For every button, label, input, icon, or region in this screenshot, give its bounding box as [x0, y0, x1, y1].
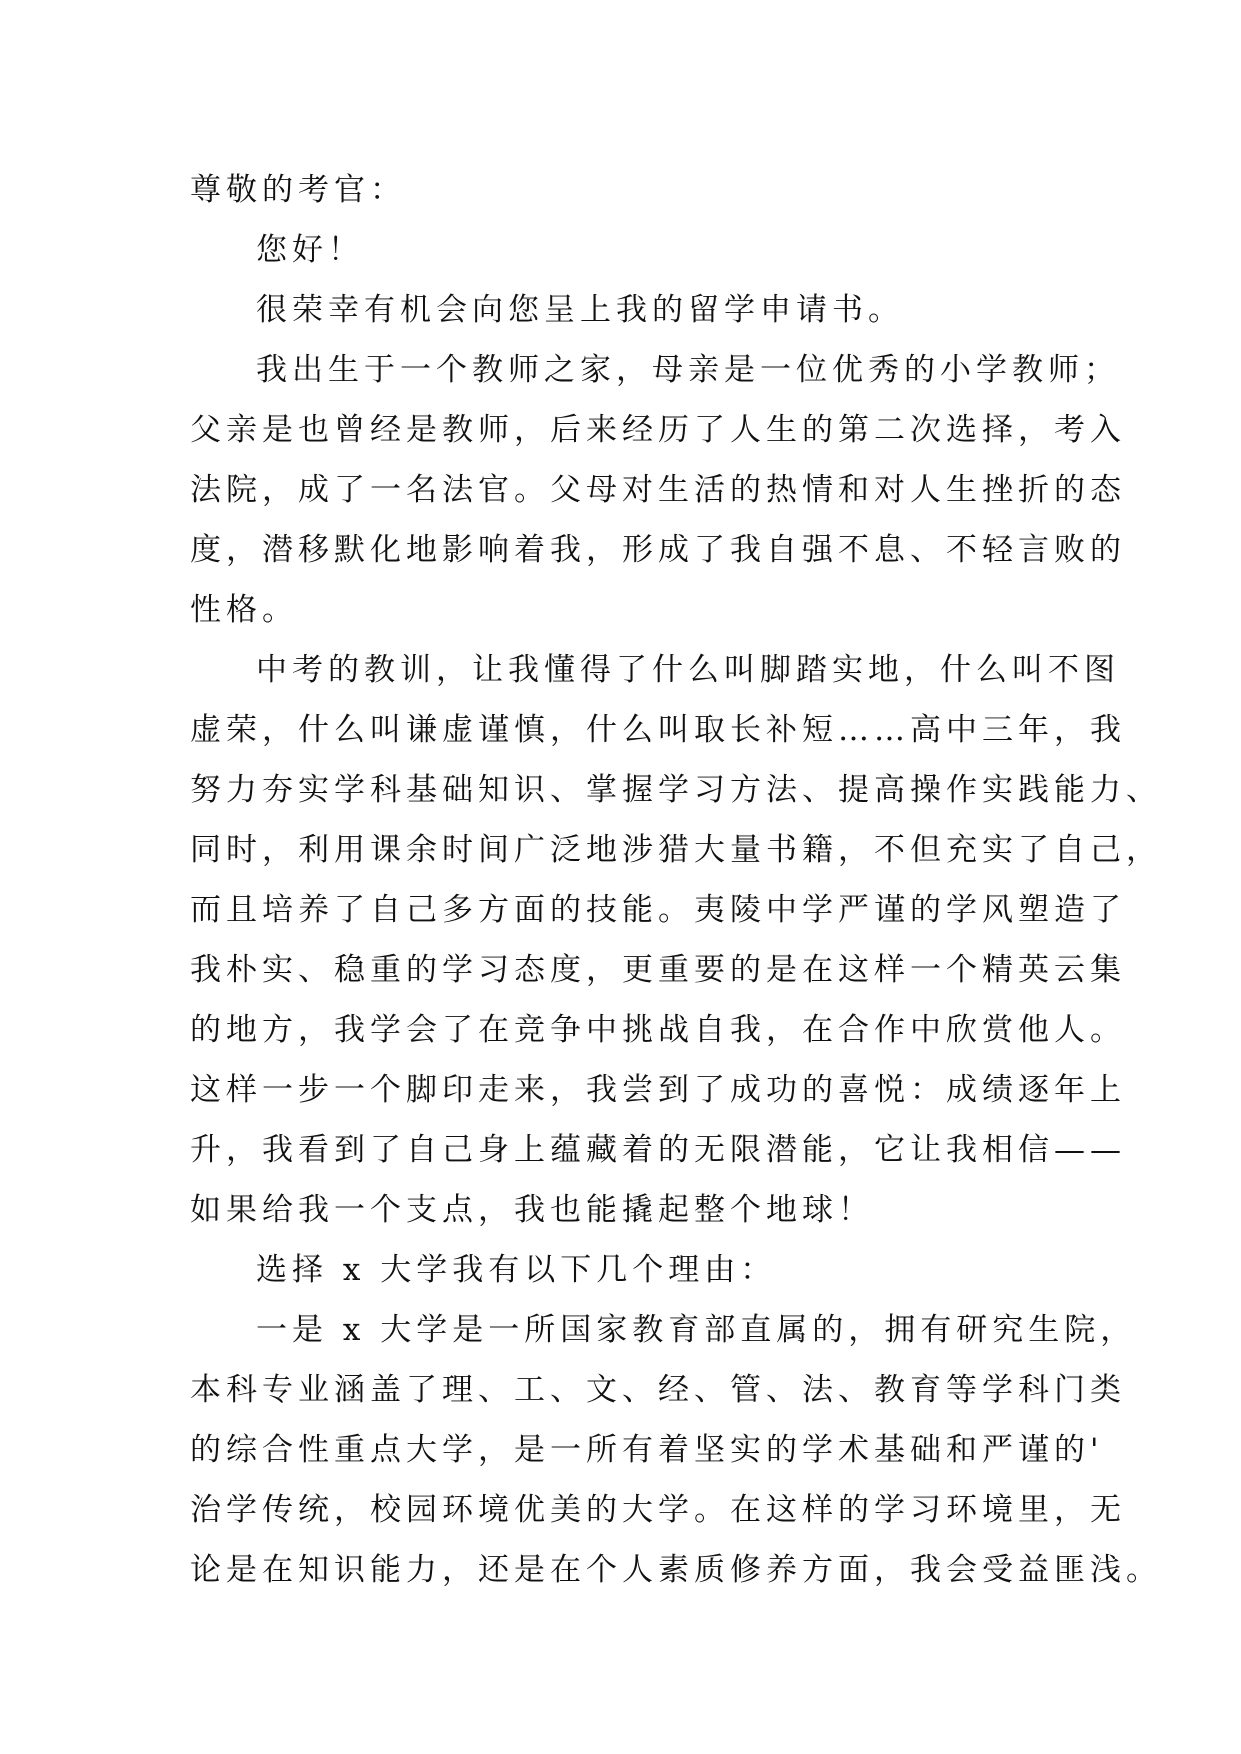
text-line: 性格。 [190, 592, 298, 628]
text-line: 而且培养了自己多方面的技能。夷陵中学严谨的学风塑造了 [190, 892, 1126, 928]
text-line: 的地方，我学会了在竞争中挑战自我，在合作中欣赏他人。 [190, 1012, 1126, 1048]
text-line: 父亲是也曾经是教师，后来经历了人生的第二次选择，考入 [190, 412, 1126, 448]
text-line: 这样一步一个脚印走来，我尝到了成功的喜悦：成绩逐年上 [190, 1072, 1126, 1108]
text-line: 我朴实、稳重的学习态度，更重要的是在这样一个精英云集 [190, 952, 1126, 988]
text-line: 一是 x 大学是一所国家教育部直属的，拥有研究生院， [256, 1312, 1137, 1348]
letter-body [190, 160, 1162, 1600]
text-line: 很荣幸有机会向您呈上我的留学申请书。 [256, 292, 904, 328]
text-line: 度，潜移默化地影响着我，形成了我自强不息、不轻言败的 [190, 532, 1126, 568]
text-line: 的综合性重点大学，是一所有着坚实的学术基础和严谨的' [190, 1432, 1104, 1468]
greeting: 您好！ [256, 232, 364, 268]
text-line: 本科专业涵盖了理、工、文、经、管、法、教育等学科门类 [190, 1372, 1126, 1408]
text-line: 虚荣，什么叫谦虚谨慎，什么叫取长补短……高中三年，我 [190, 712, 1126, 748]
text-line: 选择 x 大学我有以下几个理由： [256, 1252, 777, 1288]
salutation: 尊敬的考官： [190, 172, 406, 208]
text-line: 我出生于一个教师之家，母亲是一位优秀的小学教师； [256, 352, 1120, 388]
text-line: 论是在知识能力，还是在个人素质修养方面，我会受益匪浅。 [190, 1552, 1162, 1588]
text-line: 同时，利用课余时间广泛地涉猎大量书籍，不但充实了自己， [190, 832, 1162, 868]
text-line: 中考的教训，让我懂得了什么叫脚踏实地，什么叫不图 [256, 652, 1120, 688]
text-line: 努力夯实学科基础知识、掌握学习方法、提高操作实践能力、 [190, 772, 1162, 808]
text-line: 治学传统，校园环境优美的大学。在这样的学习环境里，无 [190, 1492, 1126, 1528]
text-line: 升，我看到了自己身上蕴藏着的无限潜能，它让我相信—— [190, 1132, 1126, 1168]
text-line: 法院，成了一名法官。父母对生活的热情和对人生挫折的态 [190, 472, 1126, 508]
text-line: 如果给我一个支点，我也能撬起整个地球！ [190, 1192, 874, 1228]
